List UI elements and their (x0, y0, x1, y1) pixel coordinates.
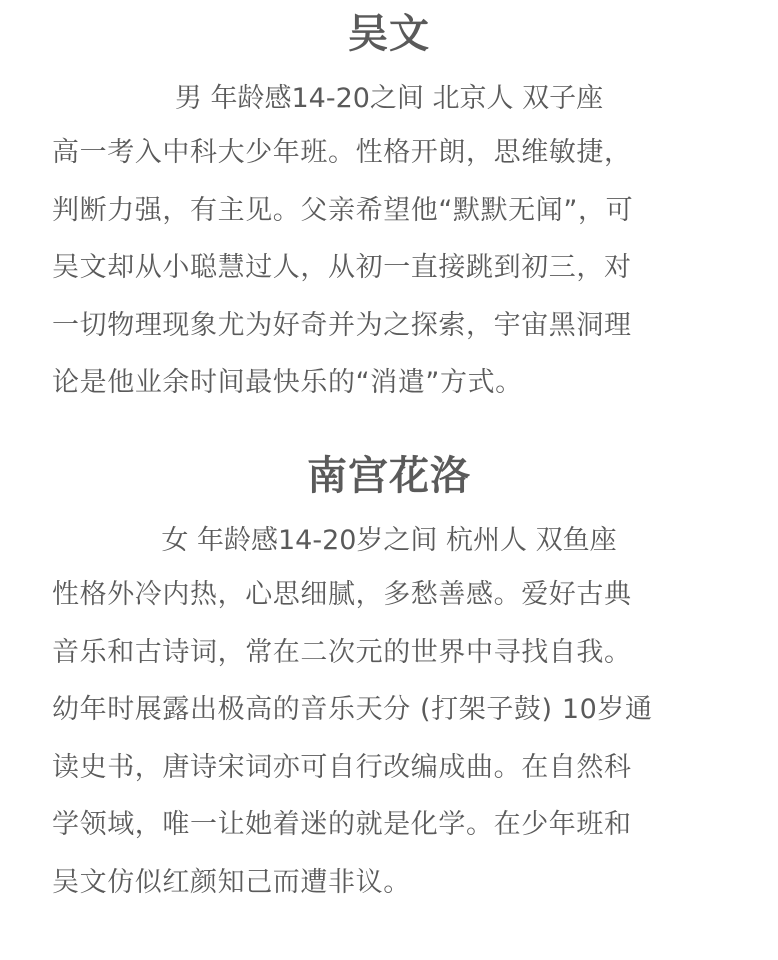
bio-line: 幼年时展露出极高的音乐天分 (打架子鼓) 10岁通 (52, 694, 653, 725)
bio-line: 吴文仿似红颜知己而遭非议。 (52, 866, 411, 898)
bio-line: 音乐和古诗词，常在二次元的世界中寻找自我。 (52, 636, 632, 668)
bio-line: 论是他业余时间最快乐的“消遣”方式。 (52, 367, 523, 398)
profile-name: 吴文 (348, 11, 430, 57)
profile-name: 南宫花洛 (307, 453, 471, 499)
profile-bio (0, 566, 778, 911)
bio-line: 判断力强，有主见。父亲希望他“默默无闻”，可 (52, 194, 634, 226)
profile-nangong-hualuo (0, 446, 778, 911)
bio-line: 读史书，唐诗宋词亦可自行改编成曲。在自然科 (52, 751, 632, 783)
bio-line: 高一考入中科大少年班。性格开朗，思维敏捷， (52, 137, 632, 168)
bio-line: 一切物理现象尤为好奇并为之探索，宇宙黑洞理 (52, 309, 632, 341)
profile-bio (0, 124, 778, 412)
bio-line: 学领域，唯一让她着迷的就是化学。在少年班和 (52, 809, 632, 840)
profile-meta: 男 年龄感14-20之间 北京人 双子座 (174, 83, 604, 114)
bio-line: 吴文却从小聪慧过人，从初一直接跳到初三，对 (52, 252, 632, 283)
profile-wu-wen (0, 4, 778, 412)
profile-meta: 女 年龄感14-20岁之间 杭州人 双鱼座 (161, 525, 617, 556)
bio-line: 性格外冷内热，心思细腻，多愁善感。爱好古典 (52, 579, 632, 610)
